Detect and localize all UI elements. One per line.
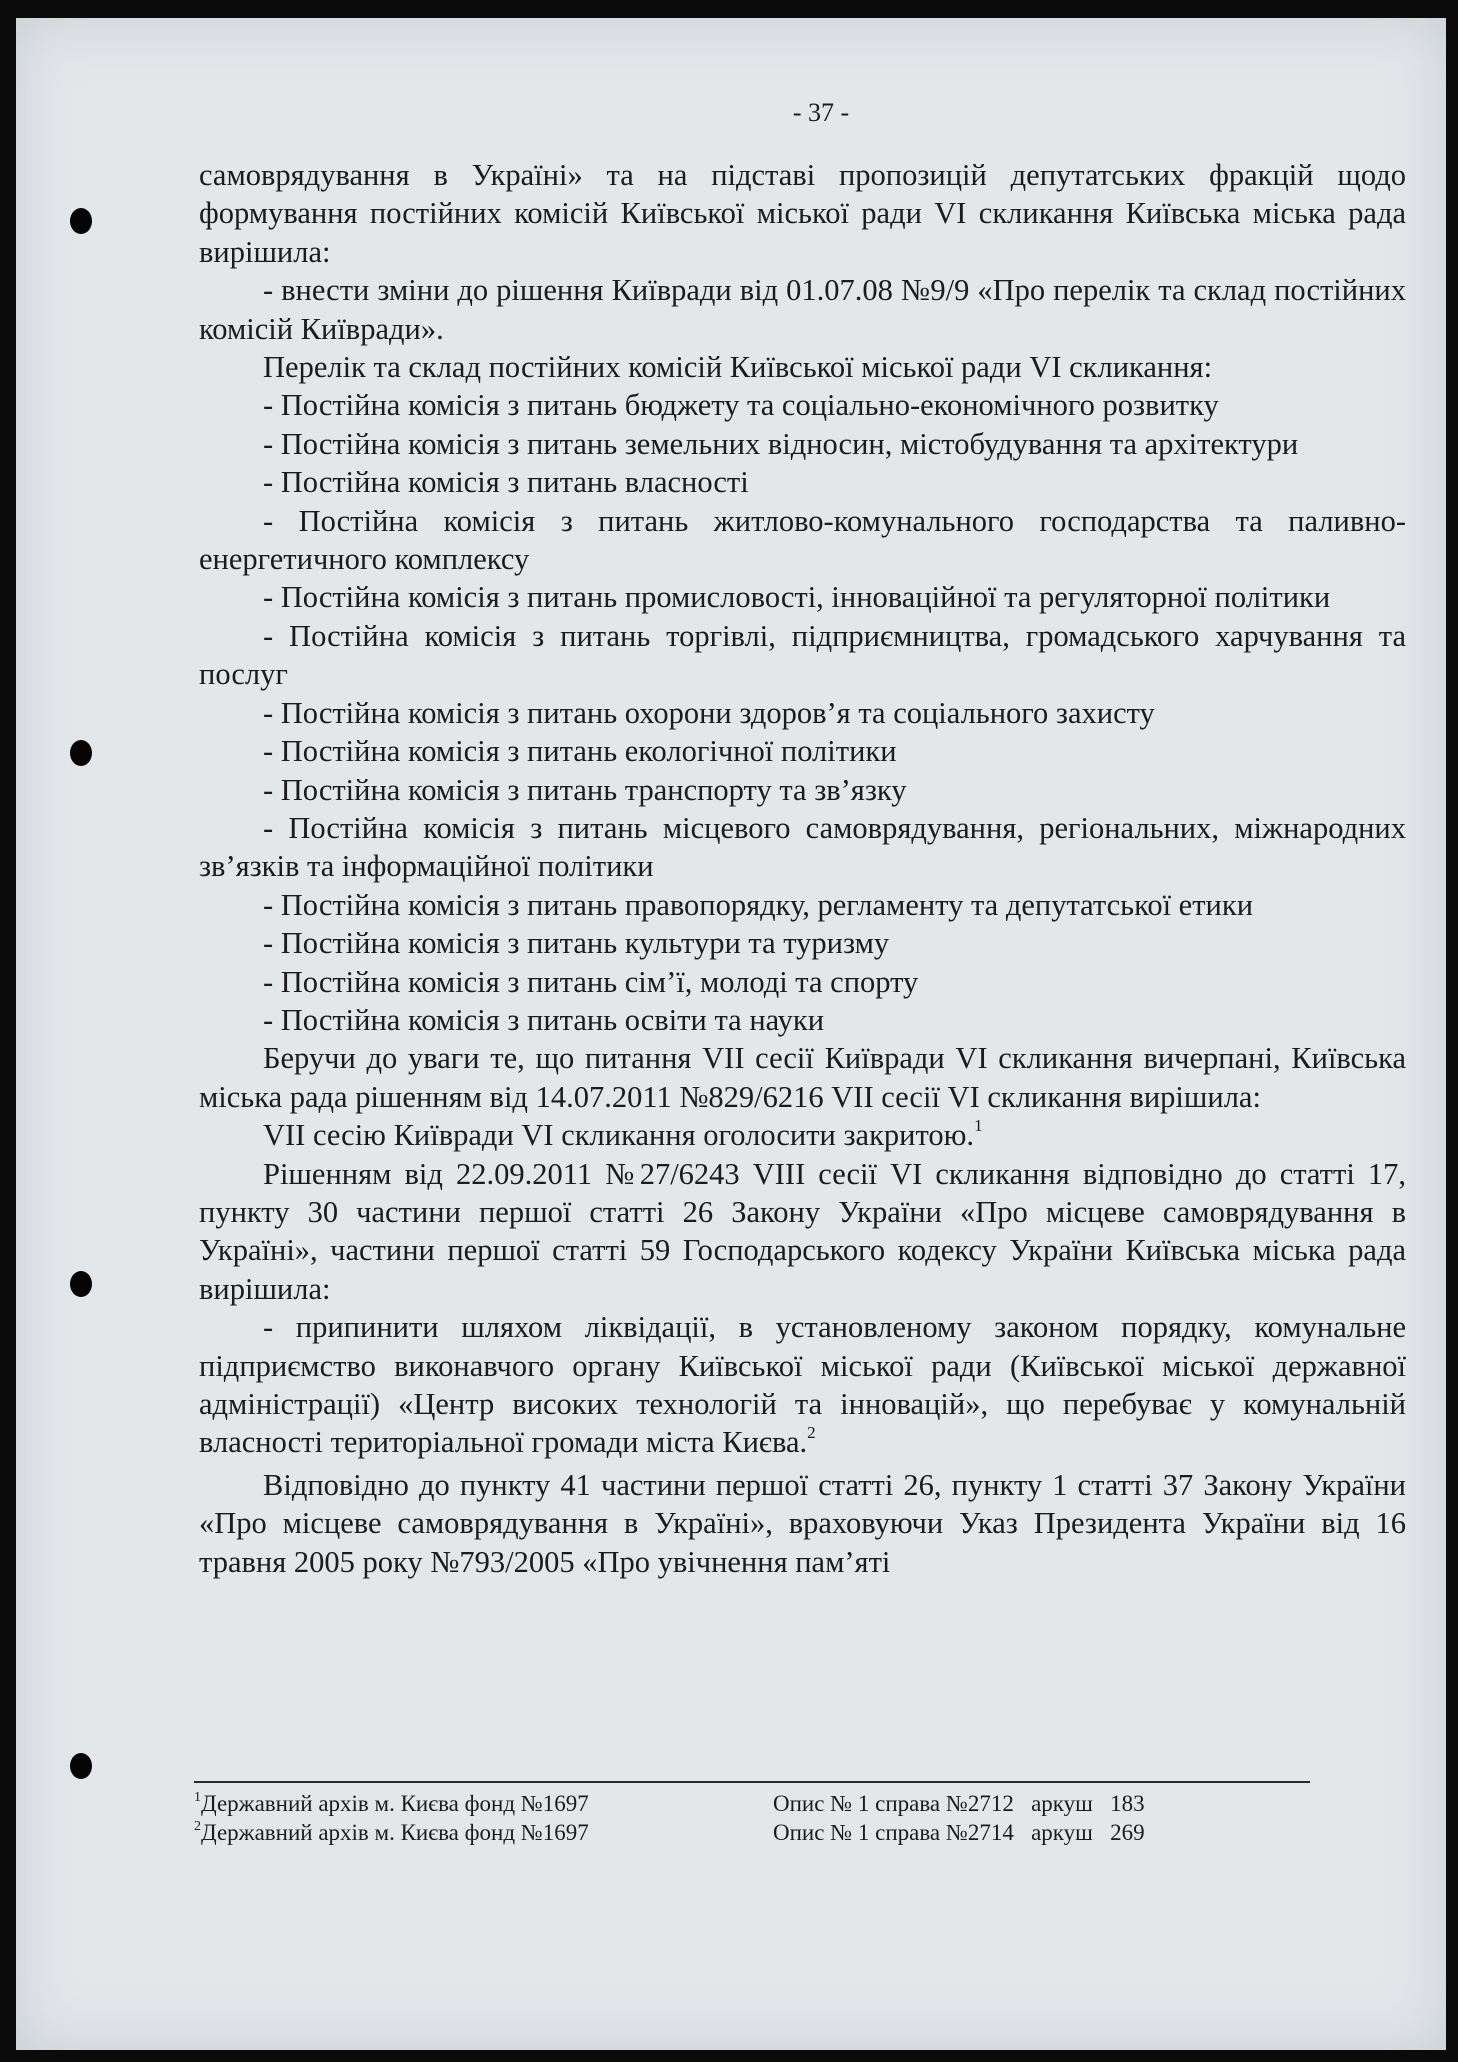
footnote-divider [194,1781,1310,1783]
footnote [194,1789,1145,1818]
commission-item: - Постійна комісія з питань охорони здоров’я та соціального захисту [263,695,1155,730]
punch-hole [70,208,92,234]
paragraph: Перелік та склад постійних комісій Київської міської ради VI скликання: [263,350,1213,385]
footnotes [194,1789,1145,1847]
footnote-reference: Опис № 1 справа №2712 аркуш 183 [773,1791,1145,1816]
footnote-reference: Опис № 1 справа №2714 аркуш 269 [773,1820,1145,1845]
commission-item: - Постійна комісія з питань освіти та науки [263,1002,825,1037]
commission-item: - Постійна комісія з питань земельних відносин, містобудування та архітектури [263,426,1299,461]
footnote-source: Державний архів м. Києва фонд №1697 [201,1820,589,1845]
session-close-text: VII сесію Київради VI скликання оголосити закритою. [263,1118,975,1153]
punch-hole [70,1753,92,1779]
footnote-mark: 1 [194,1790,201,1805]
paragraph [199,1116,1406,1154]
commission-item: - Постійна комісія з питань транспорту та зв’язку [263,772,907,807]
paragraph: самоврядування в Україні» та на підставі пропозицій депутатських фракцій щодо формування постійних комісій Київської міської ради VI скликання Київська міська рада вирішила: [199,158,1406,269]
page-number: - 37 - [792,98,850,127]
paragraph: Беручи до уваги те, що питання VII сесії Київради VI скликання вичерпані, Київська міська рада рішенням від 14.07.2011 №829/6216 VII сесії VI скликання вирішила: [199,1041,1406,1114]
commission-item: - Постійна комісія з питань власності [263,465,749,500]
footnote-ref: 1 [974,1116,983,1136]
paragraph: Рішенням від 22.09.2011 №27/6243 VIII сесії VI скликання відповідно до статті 17, пункту 30 частини першої статті 26 Закону України «Про місцеве самоврядування в Україні», частини першої статті 59 Господарського кодексу України Київська міська рада вирішила: [199,1156,1406,1306]
commission-item: - Постійна комісія з питань культури та туризму [263,926,890,961]
footnote-source: Державний архів м. Києва фонд №1697 [201,1791,589,1816]
commission-item: - Постійна комісія з питань житлово-комунального господарства та паливно-енергетичного комплексу [199,503,1406,577]
commission-item: - Постійна комісія з питань промисловості, інноваційної та регуляторної політики [263,580,1331,615]
liquidation-text: - припинити шляхом ліквідації, в установленому законом порядку, комунальне підприємство виконавчого органу Київської міської ради (Київської міської державної адміністрації) «Центр високих технологій та інновацій», що перебуває у комунальній власності територіальної громади міста Києва. [199,1310,1406,1460]
commission-item: - Постійна комісія з питань місцевого самоврядування, регіональних, міжнародних зв’язків та інформаційної політики [199,810,1406,884]
punch-hole [70,1271,92,1297]
paragraph: - внести зміни до рішення Київради від 01.07.08 №9/9 «Про перелік та склад постійних комісій Київради». [199,273,1406,346]
commission-item: - Постійна комісія з питань правопорядку, регламенту та депутатської етики [263,887,1254,922]
document-page [16,18,1446,2050]
commission-item: - Постійна комісія з питань екологічної політики [263,734,897,769]
footnote-mark: 2 [194,1819,201,1834]
commission-item: - Постійна комісія з питань сім’ї, молоді та спорту [263,964,919,999]
paragraph [199,1308,1406,1462]
footnote-ref: 2 [807,1423,816,1443]
paragraph: Відповідно до пункту 41 частини першої статті 26, пункту 1 статті 37 Закону України «Про місцеве самоврядування в Україні», враховуючи Указ Президента України від 16 травня 2005 року №793/2005 «Про увічнення пам’яті [199,1467,1406,1579]
commission-item: - Постійна комісія з питань торгівлі, підприємництва, громадського харчування та послуг [199,618,1406,692]
footnote [194,1818,1145,1847]
commission-item: - Постійна комісія з питань бюджету та соціально-економічного розвитку [263,388,1219,423]
document-body [199,156,1406,1581]
punch-hole [70,740,92,766]
